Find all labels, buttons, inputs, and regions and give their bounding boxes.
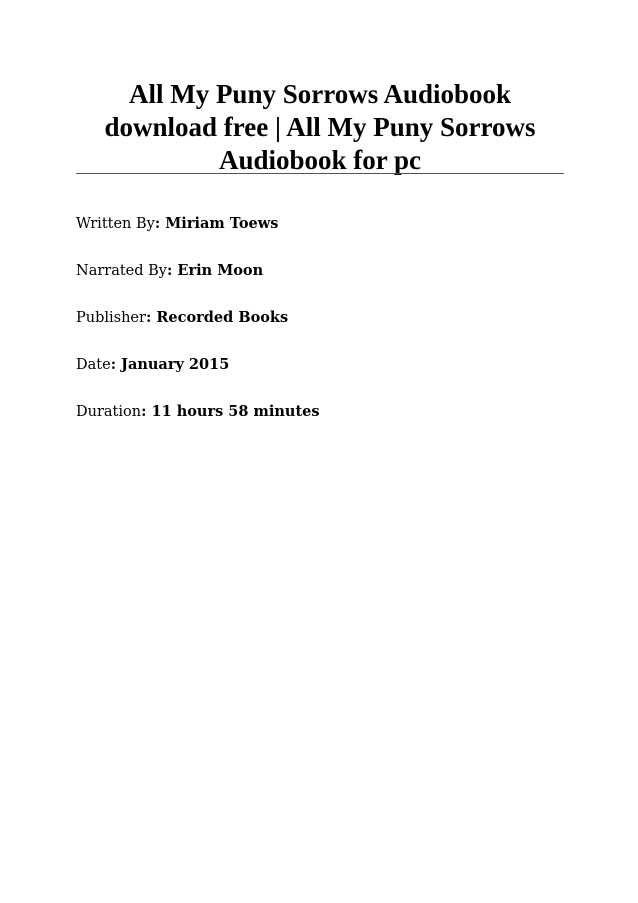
duration-value: : 11 hours 58 minutes xyxy=(141,403,320,420)
document-title xyxy=(76,78,564,177)
written-by-row xyxy=(76,215,278,233)
publisher-row xyxy=(76,309,288,327)
written-by-value: : Miriam Toews xyxy=(154,215,279,232)
narrated-by-row xyxy=(76,262,263,280)
publisher-value: : Recorded Books xyxy=(145,309,289,326)
narrated-by-label: Narrated By xyxy=(76,263,167,279)
date-row xyxy=(76,356,229,374)
title-divider xyxy=(76,173,564,174)
duration-row xyxy=(76,403,320,421)
written-by-label: Written By xyxy=(76,216,155,232)
title-line: Audiobook for pc xyxy=(218,145,422,175)
title-line: download free | All My Puny Sorrows xyxy=(104,112,536,142)
publisher-label: Publisher xyxy=(76,310,146,326)
title-line: All My Puny Sorrows Audiobook xyxy=(128,79,512,109)
narrated-by-value: : Erin Moon xyxy=(167,262,264,279)
date-label: Date xyxy=(76,357,111,373)
date-value: : January 2015 xyxy=(110,356,230,373)
duration-label: Duration xyxy=(76,404,142,420)
